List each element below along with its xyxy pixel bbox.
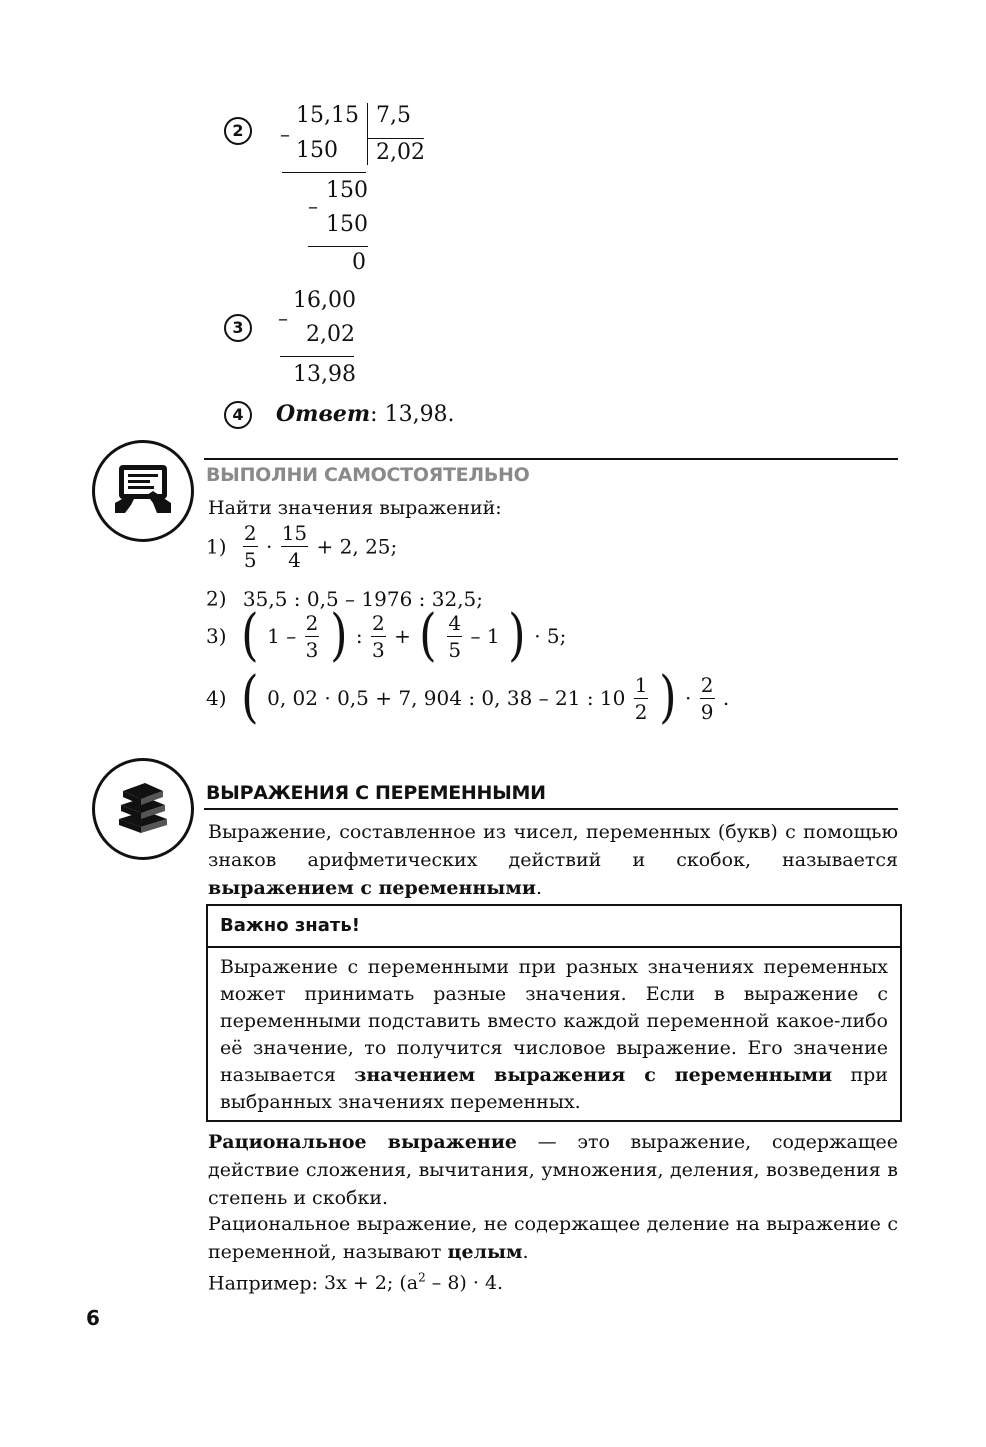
paren-close: ) — [659, 665, 677, 730]
step-marker-3: 3 — [224, 314, 252, 342]
expression-tail: + 2, 25; — [316, 534, 398, 559]
fraction: $\frac{2}{9}$ — [700, 672, 714, 724]
fraction: $\frac{1}{2}$ — [634, 672, 648, 724]
division-rule-1 — [282, 172, 366, 173]
minus-sign: – — [308, 194, 318, 218]
practice-intro: Найти значения выражений: — [208, 497, 502, 519]
fraction: $\frac{15}{4}$ — [281, 521, 308, 572]
term-bold: значением выражения с переменными — [354, 1064, 833, 1086]
operator: · — [265, 534, 273, 559]
answer-label: Ответ — [276, 401, 371, 427]
divisor: 7,5 — [376, 103, 411, 128]
step-marker-2: 2 — [224, 117, 252, 145]
expression-4: 4) ( 0, 02 · 0,5 + 7, 904 : 0, 38 – 21 : 10 $\frac{1}{2}$ ) · $\frac{2}{9}$ . — [206, 665, 730, 730]
difference: 13,98 — [293, 362, 356, 387]
fraction: $\frac{4}{5}$ — [448, 610, 462, 662]
fraction: $\frac{2}{3}$ — [305, 610, 319, 662]
minus-sign: – — [278, 306, 288, 330]
page-number: 6 — [86, 1306, 100, 1330]
term-bold: Рациональное выражение — [208, 1131, 518, 1153]
division-rule-2 — [308, 246, 368, 247]
tablet-hands-icon — [95, 443, 191, 539]
example-line: Например: 3x + 2; $(a^2 - 8) \cdot 4$. — [208, 1271, 504, 1295]
term-bold: выражением с переменными — [208, 877, 536, 899]
subtrahend: 2,02 — [306, 322, 355, 347]
note-body: Выражение с переменными при разных значениях переменных может принимать разные значения. Если в выражение с переменными подставить вместо каждой переменной какое-либо её значение, то получится числовое выражение. Его значение называется значением выражения с переменными при выбранных значениях переменных. — [220, 956, 888, 1113]
practice-icon-circle — [92, 440, 194, 542]
remainder-2: 0 — [352, 250, 366, 275]
expression-text: 35,5 : 0,5 – 1976 : 32,5; — [242, 586, 484, 611]
dividend: 15,15 — [296, 103, 359, 128]
section-rule — [204, 808, 898, 810]
division-bar — [367, 103, 368, 165]
expression-3: 3) ( 1 – $\frac{2}{3}$ ) : $\frac{2}{3}$ + ( $\frac{4}{5}$ – 1 ) · 5; — [206, 603, 567, 668]
section-rule — [204, 458, 898, 460]
answer-value: : 13,98. — [370, 402, 455, 427]
important-note-box — [206, 904, 902, 1122]
subtrahend-1: 150 — [296, 138, 338, 163]
note-title: Важно знать! — [208, 906, 900, 948]
step-marker-4: 4 — [224, 401, 252, 429]
subtraction-rule — [280, 356, 354, 357]
integer-definition: Рациональное выражение, не содержащее деление на выражение с переменной, называют целым. — [208, 1213, 898, 1263]
paren-open: ( — [241, 603, 259, 668]
subtrahend-2: 150 — [326, 212, 368, 237]
definition-paragraph: Выражение, составленное из чисел, переменных (букв) с помощью знаков арифметических действий и скобок, называется выражением с переменными. — [208, 821, 898, 899]
expression-1 — [206, 520, 397, 573]
item-number: 1) — [206, 534, 227, 559]
paren-close: ) — [329, 603, 348, 668]
variables-icon-circle — [92, 758, 194, 860]
item-number: 4) — [206, 686, 227, 710]
quotient-rule — [368, 138, 424, 139]
example-expression: 3x + 2; $(a^2 - 8) \cdot 4$. — [324, 1271, 504, 1295]
minus-sign: – — [280, 122, 290, 146]
item-number: 3) — [206, 624, 227, 648]
books-icon — [95, 761, 191, 857]
fraction: $\frac{2}{3}$ — [371, 610, 385, 662]
fraction: $\frac{2}{5}$ — [243, 521, 257, 572]
answer-line — [276, 401, 455, 428]
minuend: 16,00 — [293, 288, 356, 313]
rational-definition: Рациональное выражение — это выражение, содержащее действие сложения, вычитания, умножения, деления, возведения в степень и скобки. — [208, 1131, 898, 1209]
paren-close: ) — [508, 603, 526, 668]
paren-open: ( — [241, 665, 259, 730]
paren-open: ( — [419, 603, 437, 668]
quotient: 2,02 — [376, 140, 425, 165]
item-number: 2) — [206, 586, 227, 611]
variables-title: ВЫРАЖЕНИЯ С ПЕРЕМЕННЫМИ — [206, 782, 546, 804]
term-bold: целым — [447, 1241, 523, 1263]
practice-title: ВЫПОЛНИ САМОСТОЯТЕЛЬНО — [206, 464, 530, 486]
remainder-1: 150 — [326, 178, 368, 203]
